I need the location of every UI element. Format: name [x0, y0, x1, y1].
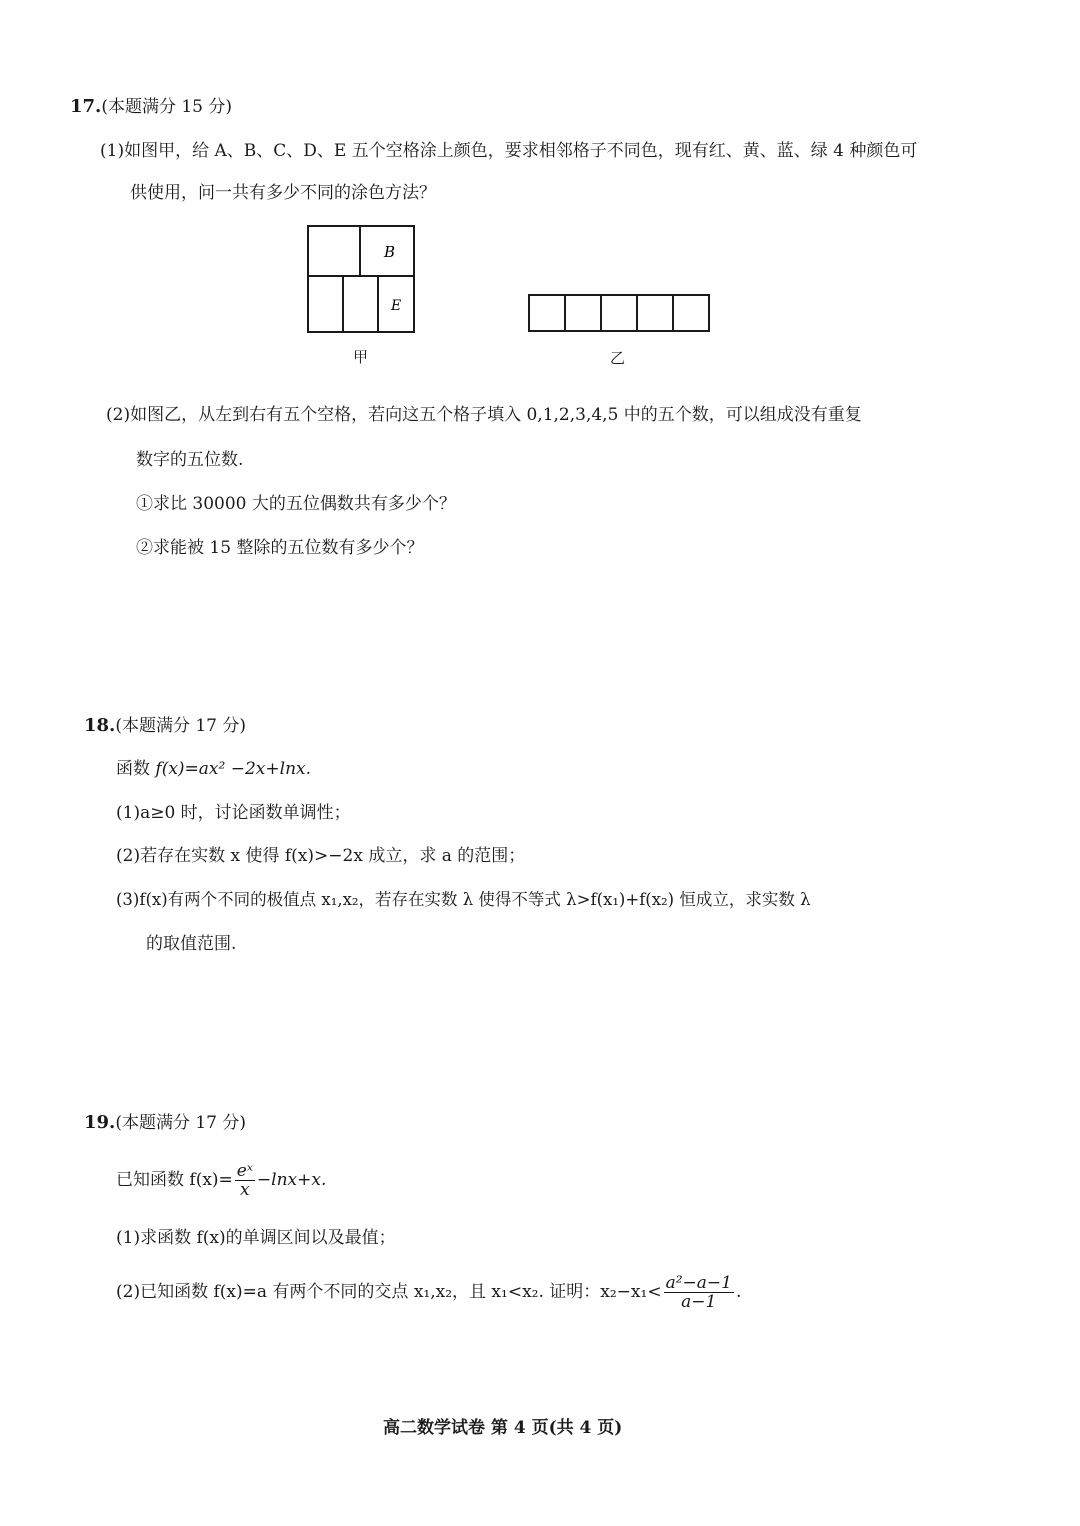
q17-part2-line1: (2)如图乙，从左到右有五个空格，若向这五个格子填入 0,1,2,3,4,5 中的五个数，可以组成没有重复	[106, 405, 862, 425]
q19-part2-suffix: .	[735, 1282, 742, 1302]
q19-header	[84, 1112, 246, 1134]
q17-part1-line1: (1)如图甲，给 A、B、C、D、E 五个空格涂上颜色，要求相邻格子不同色，现有红、黄、蓝、绿 4 种颜色可	[100, 141, 918, 161]
q18-function-prefix: 函数	[116, 759, 156, 779]
q17-sub2: ②求能被 15 整除的五位数有多少个？	[136, 538, 424, 558]
q19-intro-fraction	[235, 1162, 255, 1199]
q19-part1: (1)求函数 f(x)的单调区间以及最值；	[116, 1228, 396, 1248]
q19-part2	[116, 1270, 741, 1314]
q18-part2: (2)若存在实数 x 使得 f(x)>−2x 成立，求 a 的范围；	[116, 846, 526, 866]
q19-part2-fraction	[664, 1274, 734, 1311]
q19-intro	[116, 1158, 326, 1202]
q18-part1: (1)a≥0 时，讨论函数单调性；	[116, 803, 351, 823]
q17-part1-line2: 供使用，问一共有多少不同的涂色方法？	[130, 183, 436, 203]
page-footer: 高二数学试卷 第 4 页(共 4 页)	[383, 1418, 623, 1438]
q19-number: 19.	[84, 1112, 116, 1133]
q19-intro-prefix: 已知函数 f(x)=	[116, 1170, 233, 1190]
q17-sub1: ①求比 30000 大的五位偶数共有多少个？	[136, 494, 456, 514]
q18-function-expr: f(x)=ax² −2x+lnx.	[155, 759, 312, 779]
q17-score: (本题满分 15 分)	[101, 97, 233, 117]
q17-number: 17.	[70, 96, 102, 117]
q18-number: 18.	[84, 715, 116, 736]
q19-part2-prefix: (2)已知函数 f(x)=a 有两个不同的交点 x₁,x₂，且 x₁<x₂. 证明：x₂−x₁<	[116, 1282, 662, 1302]
figure-yi-label: 乙	[610, 349, 626, 367]
figure-jia-cell-e: E	[391, 298, 402, 314]
figure-jia-cell-b: B	[384, 243, 396, 261]
figure-jia-label: 甲	[353, 348, 369, 366]
figure-jia	[300, 220, 425, 340]
q19-intro-numerator: eˣ	[236, 1161, 253, 1181]
q19-part2-numerator: a²−a−1	[665, 1273, 732, 1293]
q18-score: (本题满分 17 分)	[115, 716, 247, 736]
q18-header	[84, 715, 246, 737]
q18-part3-line1: (3)f(x)有两个不同的极值点 x₁,x₂，若存在实数 λ 使得不等式 λ>f(x₁)+f(x₂) 恒成立，求实数 λ	[116, 890, 811, 909]
q17-part2-line2: 数字的五位数.	[136, 450, 244, 470]
q19-score: (本题满分 17 分)	[115, 1113, 247, 1133]
q19-intro-suffix: −lnx+x.	[256, 1170, 327, 1190]
figure-yi-border	[529, 295, 709, 331]
q18-function	[116, 758, 311, 780]
q19-part2-denominator: a−1	[681, 1292, 717, 1312]
q18-part3-line2: 的取值范围.	[146, 934, 237, 954]
q19-intro-denominator: x	[240, 1180, 250, 1200]
figure-yi	[527, 293, 712, 335]
q17-header	[70, 96, 232, 118]
